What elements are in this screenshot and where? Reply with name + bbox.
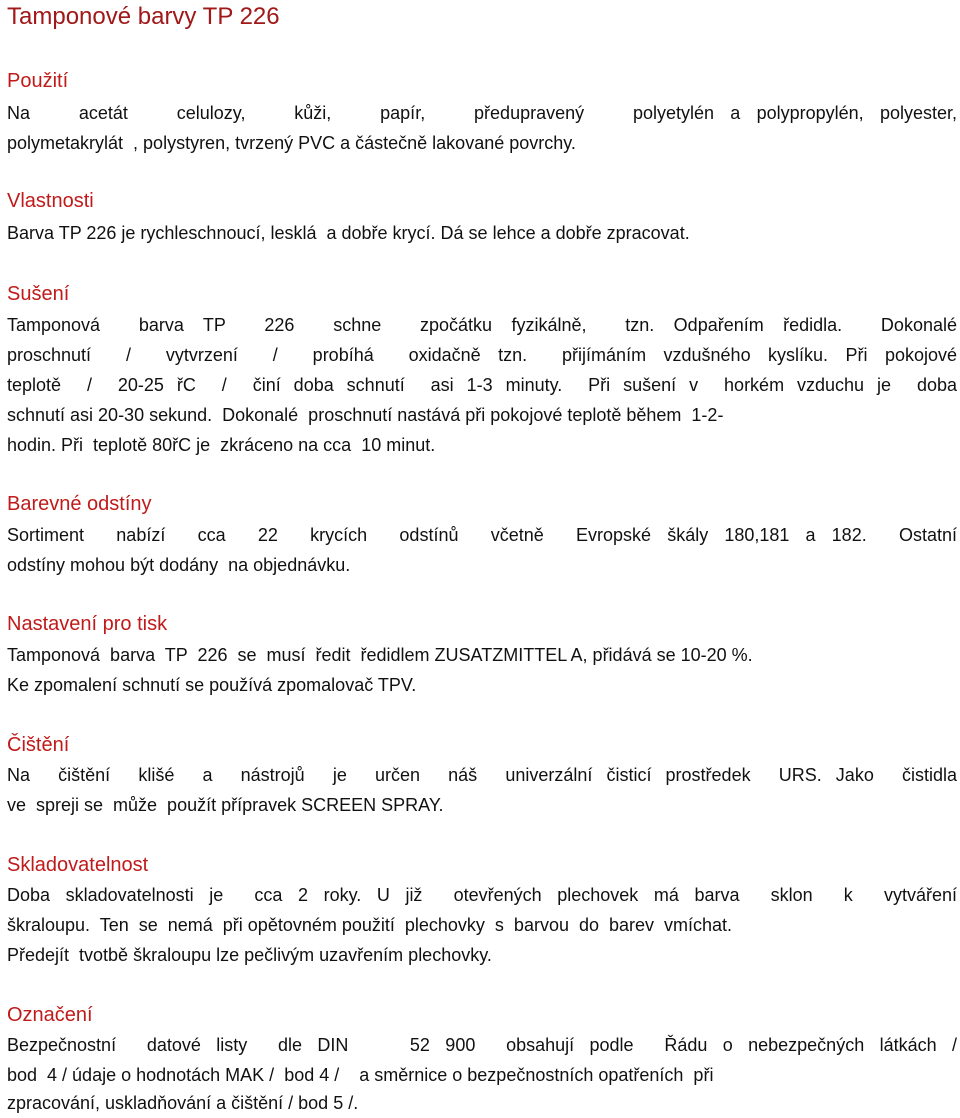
body-line: Bezpečnostní datové listy dle DIN 52 900 obsahují podle Řádu o nebezpečných látkách / — [7, 1035, 957, 1055]
body-line: škraloupu. Ten se nemá při opětovném použití plechovky s barvou do barev vmíchat. — [7, 915, 733, 935]
section-heading-skladovatelnost: Skladovatelnost — [7, 854, 149, 876]
body-line: zpracování, uskladňování a čištění / bod 5 /. — [7, 1093, 359, 1113]
body-line: bod 4 / údaje o hodnotách MAK / bod 4 / a směrnice o bezpečnostních opatřeních při — [7, 1065, 714, 1085]
body-line: Na čištění klišé a nástrojů je určen náš univerzální čisticí prostředek URS. Jako čistidla — [7, 765, 957, 785]
section-heading-nastaveni-pro-tisk: Nastavení pro tisk — [7, 613, 168, 635]
body-line: Tamponová barva TP 226 schne zpočátku fyzikálně, tzn. Odpařením ředidla. Dokonalé — [7, 315, 957, 335]
body-line: Ke zpomalení schnutí se používá zpomalovač TPV. — [7, 675, 417, 695]
body-line: Tamponová barva TP 226 se musí ředit ředidlem ZUSATZMITTEL A, přidává se 10-20 %. — [7, 645, 753, 665]
section-heading-oznaceni: Označení — [7, 1004, 93, 1026]
body-line: Předejít tvotbě škraloupu lze pečlivým uzavřením plechovky. — [7, 945, 492, 965]
body-line: odstíny mohou být dodány na objednávku. — [7, 555, 351, 575]
body-line: polymetakrylát , polystyren, tvrzený PVC a částečně lakované povrchy. — [7, 133, 576, 153]
section-heading-barevne-odstiny: Barevné odstíny — [7, 493, 152, 515]
section-heading-suseni: Sušení — [7, 283, 70, 305]
body-line: Barva TP 226 je rychleschnoucí, lesklá a dobře krycí. Dá se lehce a dobře zpracovat. — [7, 223, 690, 243]
body-line: Sortiment nabízí cca 22 krycích odstínů včetně Evropské škály 180,181 a 182. Ostatní — [7, 525, 957, 545]
section-heading-pouziti: Použití — [7, 70, 69, 92]
body-line: hodin. Při teplotě 80řC je zkráceno na cca 10 minut. — [7, 435, 436, 455]
body-line: Na acetát celulozy, kůži, papír, předupravený polyetylén a polypropylén, polyester, — [7, 103, 957, 123]
body-line: teplotě / 20-25 řC / činí doba schnutí asi 1-3 minuty. Při sušení v horkém vzduchu je doba — [7, 375, 957, 395]
body-line: schnutí asi 20-30 sekund. Dokonalé proschnutí nastává při pokojové teplotě během 1-2- — [7, 405, 724, 425]
body-line: proschnutí / vytvrzení / probíhá oxidačně tzn. přijímáním vzdušného kyslíku. Při pokojové — [7, 345, 957, 365]
section-heading-vlastnosti: Vlastnosti — [7, 190, 94, 212]
document-title: Tamponové barvy TP 226 — [7, 3, 280, 30]
body-line: ve spreji se může použít přípravek SCREEN SPRAY. — [7, 795, 444, 815]
body-line: Doba skladovatelnosti je cca 2 roky. U již otevřených plechovek má barva sklon k vytváření — [7, 885, 957, 905]
section-heading-cisteni: Čištění — [7, 734, 70, 756]
